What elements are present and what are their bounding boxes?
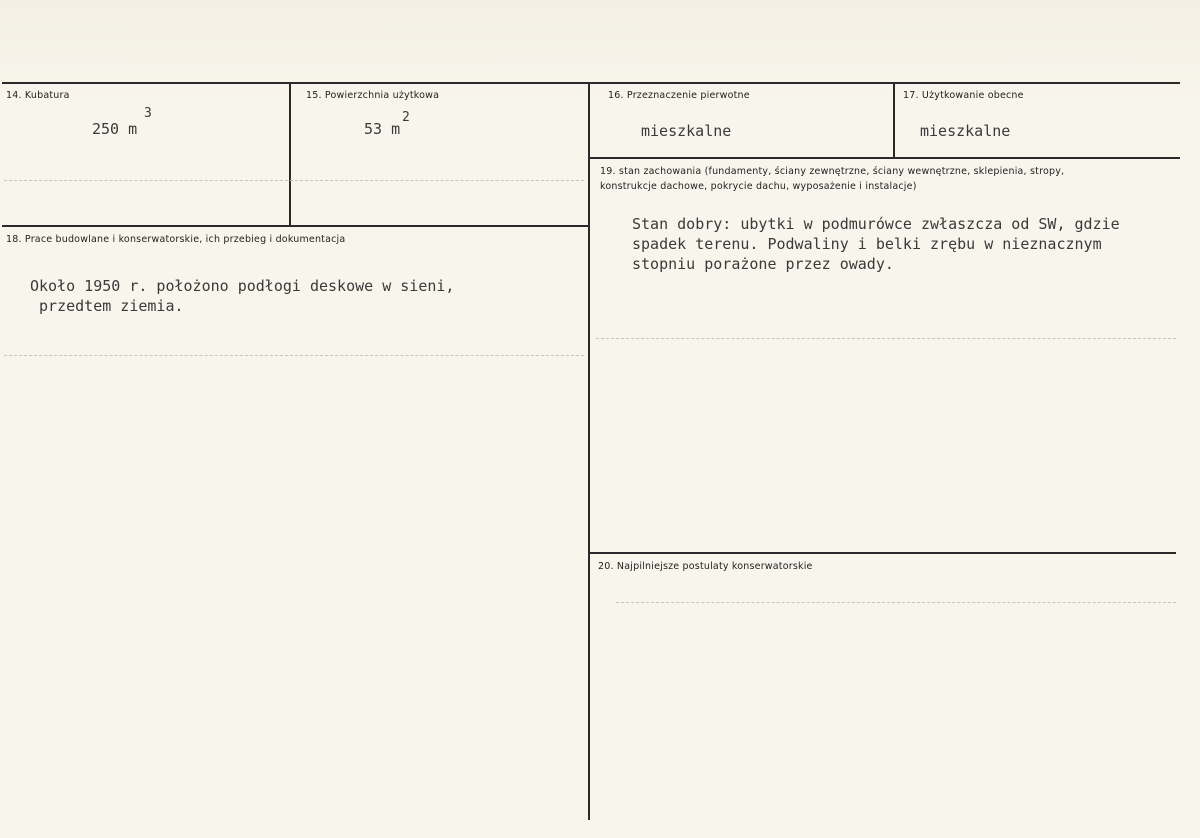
faint-rule	[596, 338, 1176, 339]
top-border	[2, 82, 1180, 84]
faint-rule	[4, 180, 584, 181]
field-17-label: 17. Użytkowanie obecne	[903, 90, 1024, 101]
divider-above-20	[590, 552, 1176, 554]
field-19-value: Stan dobry: ubytki w podmurówce zwłaszcza od SW, gdzie spadek terenu. Podwaliny i belki zrębu w nieznacznym stopniu porażone przez owady.	[632, 215, 1120, 273]
vertical-divider-16-17	[893, 84, 895, 158]
field-16-label: 16. Przeznaczenie pierwotne	[608, 90, 750, 101]
field-14-value: 250 m	[92, 120, 138, 138]
field-14-exponent: 3	[144, 106, 152, 121]
field-15-label: 15. Powierzchnia użytkowa	[306, 90, 440, 101]
vertical-divider-14-15	[289, 84, 291, 226]
field-20-label: 20. Najpilniejsze postulaty konserwatorskie	[598, 561, 813, 572]
field-15-exponent: 2	[402, 110, 410, 125]
field-17-value: mieszkalne	[920, 122, 1011, 140]
field-18-value: Około 1950 r. położono podłogi deskowe w sieni, przedtem ziemia.	[30, 277, 455, 315]
divider-under-14-15	[2, 225, 590, 227]
faint-rule	[616, 602, 1176, 603]
vertical-divider-main	[588, 84, 590, 820]
field-19-label: 19. stan zachowania (fundamenty, ściany zewnętrzne, ściany wewnętrzne, sklepienia, stropy, konstrukcje dachowe, pokrycie dachu, wyposażenie i instalacje)	[600, 166, 1065, 192]
field-18-label: 18. Prace budowlane i konserwatorskie, ich przebieg i dokumentacja	[6, 234, 346, 245]
field-15-value: 53 m	[364, 120, 401, 138]
faint-rule	[4, 355, 584, 356]
divider-under-16-17	[590, 157, 1180, 159]
field-16-value: mieszkalne	[641, 122, 732, 140]
field-14-label: 14. Kubatura	[6, 90, 70, 101]
